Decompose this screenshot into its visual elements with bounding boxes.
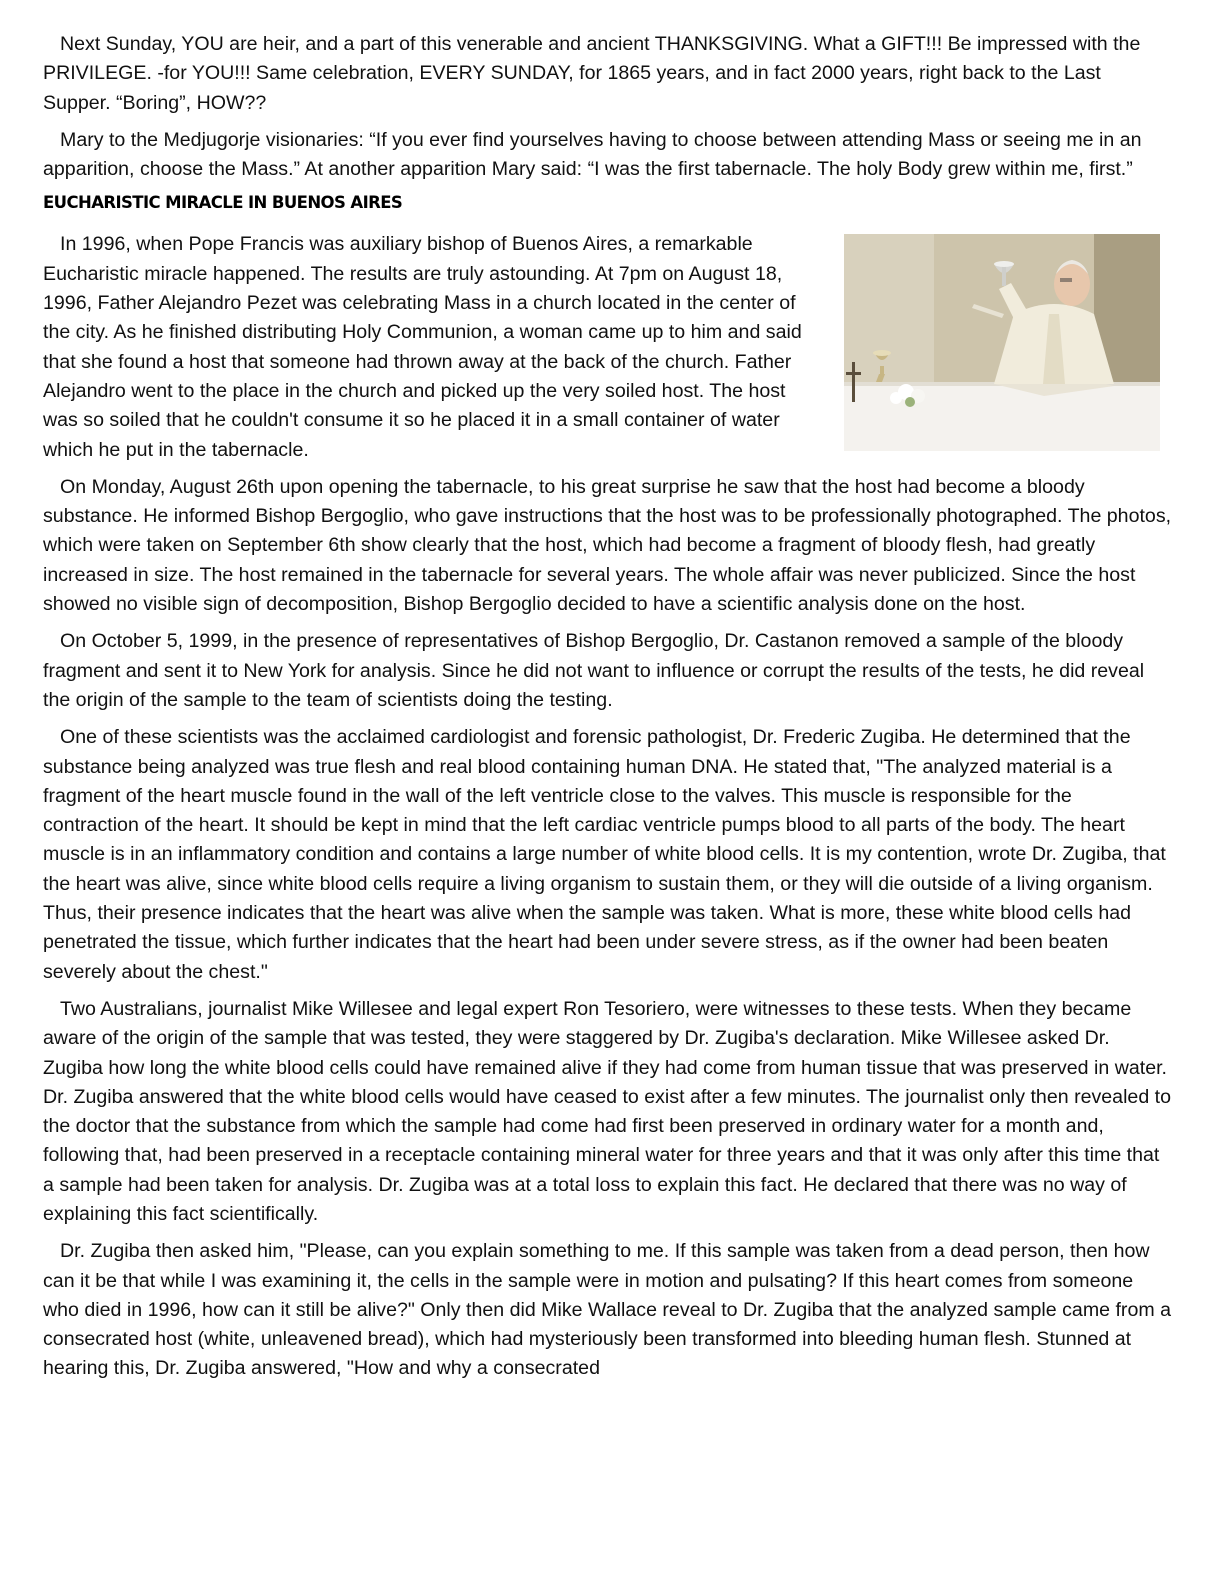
paragraph-august-26: On Monday, August 26th upon opening the tabernacle, to his great surprise he saw that the host had become a bloody substance. He informed Bishop Bergoglio, who gave instructions that the host was to be professionally photographed. The photos, which were taken on September 6th show clearly that the host, which had become a fragment of bloody flesh, had greatly increased in size. The host remained in the tabernacle for several years. The whole affair was never publicized. Since the host showed no visible sign of decomposition, Bishop Bergoglio decided to have a scientific analysis done on the host. (43, 475, 1172, 616)
paragraph-zugiba-question: Dr. Zugiba then asked him, "Please, can you explain something to me. If this sample was taken from a dead person, then how can it be that while I was examining it, the cells in the sample were in motion and pulsating? If this heart comes from someone who died in 1996, how can it still be alive?" Only then did Mike Wallace reveal to Dr. Zugiba that the analyzed sample came from a consecrated host (white, unleavened bread), which had mysteriously been transformed into bleeding human flesh. Stunned at hearing this, Dr. Zugiba answered, "How and why a consecrated (43, 1240, 1172, 1380)
paragraph-thanksgiving: Next Sunday, YOU are heir, and a part of this venerable and ancient THANKSGIVING. What a GIFT!!! Be impressed with the PRIVILEGE. -for YOU!!! Same celebration, EVERY SUNDAY, for 1865 years, and in fact 2000 years, right back to the Last Supper. “Boring”, HOW?? (43, 33, 1141, 114)
paragraph-october-1999: On October 5, 1999, in the presence of representatives of Bishop Bergoglio, Dr. Castanon removed a sample of the bloody fragment and sent it to New York for analysis. Since he did not want to influence or corrupt the results of the tests, he did reveal the origin of the sample to the team of scientists doing the testing. (43, 630, 1145, 711)
paragraph-medjugorje: Mary to the Medjugorje visionaries: “If you ever find yourselves having to choose between attending Mass or seeing me in an apparition, choose the Mass.” At another apparition Mary said: “I was the first tabernacle. The holy Body grew within me, first.” (43, 128, 1142, 181)
document-page (43, 30, 1173, 1392)
pope-celebrating-mass-photo (844, 234, 1160, 451)
paragraph-dr-zugiba: One of these scientists was the acclaimed cardiologist and forensic pathologist, Dr. Frederic Zugiba. He determined that the substance being analyzed was true flesh and real blood containing human DNA. He stated that, "The analyzed material is a fragment of the heart muscle found in the wall of the left ventricle close to the valves. This muscle is responsible for the contraction of the heart. It should be kept in mind that the left cardiac ventricle pumps blood to all parts of the body. The heart muscle is in an inflammatory condition and contains a large number of white blood cells. It is my contention, wrote Dr. Zugiba, that the heart was alive, since white blood cells require a living organism to sustain them, or they will die outside of a living organism. Thus, their presence indicates that the heart was alive when the sample was taken. What is more, these white blood cells had penetrated the tissue, which further indicates that the heart had been under severe stress, as if the owner had been beaten severely about the chest." (43, 726, 1166, 983)
paragraph-1996-miracle: In 1996, when Pope Francis was auxiliary bishop of Buenos Aires, a remarkable Eucharistic miracle happened. The results are truly astounding. At 7pm on August 18, 1996, Father Alejandro Pezet was celebrating Mass in a church located in the center of the city. As he finished distributing Holy Communion, a woman came up to him and said that she found a host that someone had thrown away at the back of the church. Father Alejandro went to the place in the church and picked up the very soiled host. The host was so soiled that he couldn't consume it so he placed it in a small container of water which he put in the tabernacle. (43, 233, 802, 461)
section-heading: EUCHARISTIC MIRACLE IN BUENOS AIRES (43, 193, 403, 213)
paragraph-two-australians: Two Australians, journalist Mike Willesee and legal expert Ron Tesoriero, were witnesses to these tests. When they became aware of the origin of the sample that was tested, they were staggered by Dr. Zugiba's declaration. Mike Willesee asked Dr. Zugiba how long the white blood cells could have remained alive if they had come from human tissue that was preserved in water. Dr. Zugiba answered that the white blood cells would have ceased to exist after a few minutes. The journalist only then revealed to the doctor that the substance from which the sample had come had first been preserved in ordinary water for a month and, following that, had been preserved in a receptacle containing mineral water for three years and that it was only after this time that a sample had been taken for analysis. Dr. Zugiba was at a total loss to explain this fact. He declared that there was no way of explaining this fact scientifically. (43, 997, 1172, 1225)
photo-illustration (844, 234, 1160, 451)
